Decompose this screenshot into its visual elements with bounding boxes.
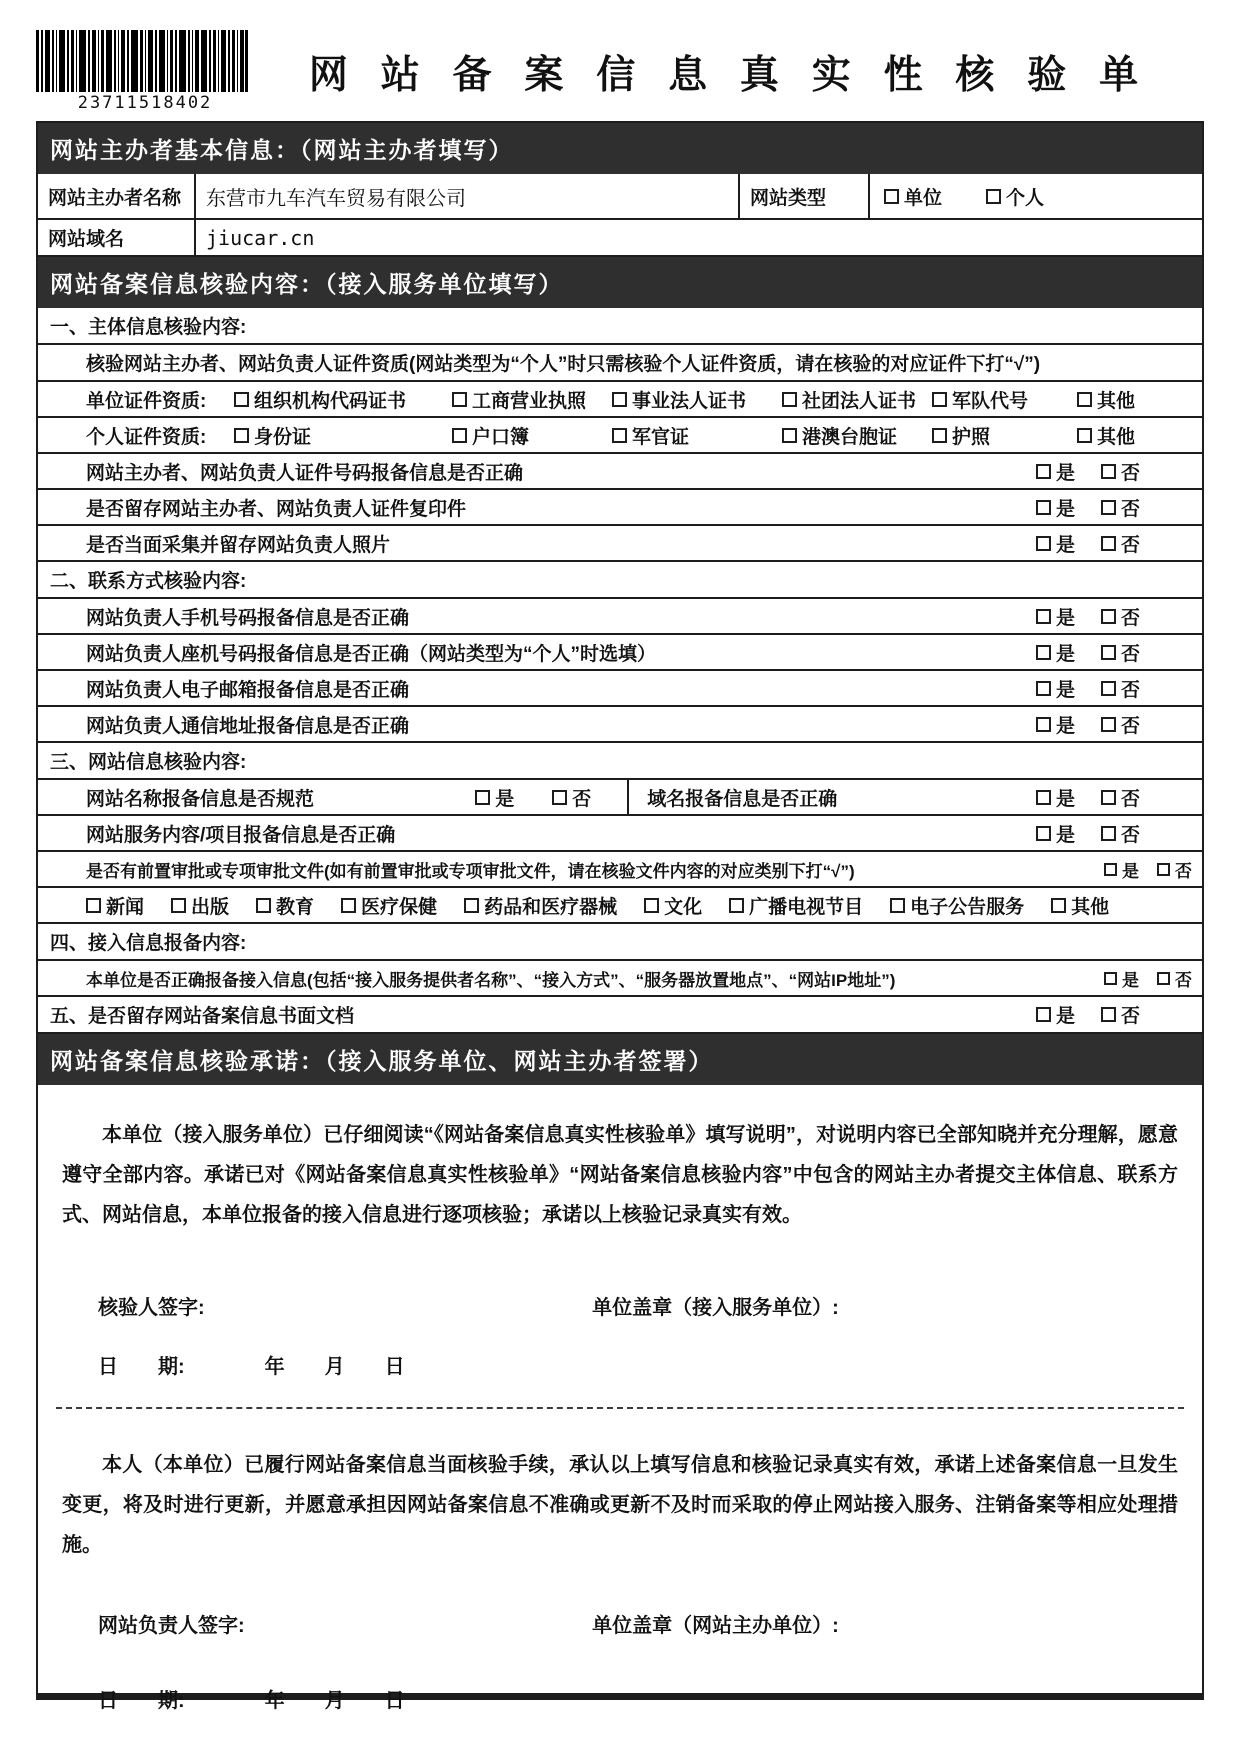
q-cert-copy-text: 是否留存网站主办者、网站负责人证件复印件 [86, 498, 467, 520]
option-label: 社团法人证书 [802, 390, 917, 412]
row-q-approval [38, 852, 1202, 888]
domain-value: jiucar.cn [206, 225, 315, 250]
verification-form [36, 121, 1204, 1712]
no-checkbox[interactable] [1101, 639, 1140, 666]
checkbox-icon [782, 392, 797, 407]
unit-seal-isp-label: 单位盖章（接入服务单位）: [592, 1297, 839, 1319]
approval-category-options [86, 892, 1202, 919]
unit-cert-checkbox[interactable] [932, 386, 1077, 413]
verifier-sign-label: 核验人签字: [98, 1297, 205, 1319]
option-label: 电子公告服务 [910, 896, 1025, 918]
yes-no-group [1036, 711, 1202, 738]
checkbox-icon [1101, 536, 1116, 551]
option-label: 工商营业执照 [472, 390, 587, 412]
part4-title: 四、接入信息报备内容: [50, 933, 247, 954]
checkbox-icon [1101, 681, 1116, 696]
no-label: 否 [1120, 462, 1140, 484]
approval-category-checkbox[interactable] [1051, 892, 1109, 919]
date-row-responsible: 日 期: 年 月 日 [98, 1690, 405, 1712]
checkbox-icon [1077, 392, 1092, 407]
no-checkbox[interactable] [1101, 458, 1140, 485]
checkbox-icon [1036, 681, 1051, 696]
option-label: 护照 [952, 426, 991, 448]
no-label: 否 [1175, 861, 1192, 881]
yes-checkbox[interactable] [1104, 857, 1139, 882]
personal-cert-checkbox[interactable] [932, 422, 1077, 449]
checkbox-icon [1101, 826, 1116, 841]
yes-label: 是 [1055, 788, 1075, 810]
no-checkbox[interactable] [1157, 857, 1192, 882]
yes-label: 是 [1055, 824, 1075, 846]
checkbox-icon [612, 428, 627, 443]
checkbox-icon [452, 428, 467, 443]
option-label: 军队代号 [952, 390, 1029, 412]
part2-title: 二、联系方式核验内容: [50, 571, 247, 592]
organizer-name-value: 东营市九车汽车贸易有限公司 [206, 187, 466, 210]
row-personal-cert [38, 418, 1202, 454]
checkbox-icon [884, 189, 899, 204]
section-verification-header: 网站备案信息核验内容：（接入服务单位填写） [38, 257, 1202, 308]
unit-cert-checkbox[interactable] [1077, 386, 1202, 413]
part3-title: 三、网站信息核验内容: [50, 752, 247, 773]
row-part5-title [38, 997, 1202, 1034]
no-label: 否 [1120, 715, 1140, 737]
yes-no-group [1104, 857, 1202, 882]
row-q-photo [38, 526, 1202, 562]
page-header [36, 30, 1204, 113]
barcode-number: 23711518402 [77, 93, 213, 113]
checkbox-icon [932, 392, 947, 407]
domain-label: 网站域名 [38, 220, 196, 255]
yes-label: 是 [1055, 607, 1075, 629]
no-label: 否 [1120, 534, 1140, 556]
approval-category-checkbox[interactable] [729, 892, 863, 919]
checkbox-icon [1036, 826, 1051, 841]
row-part3-title [38, 743, 1202, 780]
no-checkbox[interactable] [1101, 820, 1140, 847]
barcode-block [36, 30, 254, 113]
site-type-label: 网站类型 [738, 174, 870, 218]
checkbox-icon [256, 898, 271, 913]
checkbox-icon [1077, 428, 1092, 443]
no-label: 否 [572, 788, 592, 810]
approval-category-checkbox[interactable] [341, 892, 437, 919]
checkbox-icon [1036, 790, 1051, 805]
date-row-verifier: 日 期: 年 月 日 [98, 1356, 405, 1378]
no-checkbox[interactable] [1101, 784, 1140, 811]
yes-checkbox[interactable] [1036, 458, 1075, 485]
yes-checkbox[interactable] [1036, 784, 1075, 811]
checkbox-icon [341, 898, 356, 913]
personal-cert-checkbox[interactable] [1077, 422, 1202, 449]
no-label: 否 [1120, 498, 1140, 520]
q-domain-info-text: 域名报备信息是否正确 [647, 788, 838, 810]
no-checkbox[interactable] [1101, 711, 1140, 738]
sign-row-responsible [56, 1609, 1184, 1638]
yes-label: 是 [1055, 715, 1075, 737]
personal-cert-checkbox[interactable] [452, 422, 612, 449]
q-photo-text: 是否当面采集并留存网站负责人照片 [86, 534, 391, 556]
barcode-image [36, 30, 248, 92]
personal-cert-checkbox[interactable] [234, 422, 452, 449]
yes-no-group [1036, 675, 1202, 702]
checkbox-icon [234, 428, 249, 443]
part5-title: 五、是否留存网站备案信息书面文档 [50, 1006, 355, 1027]
no-label: 否 [1120, 824, 1140, 846]
unit-seal-org-label: 单位盖章（网站主办单位）: [592, 1615, 839, 1637]
checkbox-icon [1036, 1007, 1051, 1022]
unit-cert-checkbox[interactable] [452, 386, 612, 413]
checkbox-icon [1051, 898, 1066, 913]
yes-checkbox[interactable] [1036, 711, 1075, 738]
option-label: 单位 [904, 187, 943, 209]
no-label: 否 [1120, 643, 1140, 665]
yes-checkbox[interactable] [1036, 820, 1075, 847]
yes-no-group [475, 784, 627, 811]
checkbox-icon [452, 392, 467, 407]
checkbox-icon [1036, 500, 1051, 515]
option-label: 其他 [1097, 426, 1136, 448]
unit-cert-checkbox[interactable] [234, 386, 452, 413]
checkbox-icon [1104, 972, 1117, 985]
row-approval-categories [38, 888, 1202, 924]
yes-label: 是 [1055, 679, 1075, 701]
approval-category-checkbox[interactable] [256, 892, 314, 919]
no-checkbox[interactable] [1101, 603, 1140, 630]
q-site-name-text: 网站名称报备信息是否规范 [86, 788, 315, 810]
yes-no-group [1036, 784, 1202, 811]
responsible-sign-label: 网站负责人签字: [98, 1615, 245, 1637]
yes-checkbox[interactable] [1036, 1001, 1075, 1028]
option-label: 教育 [276, 896, 315, 918]
yes-checkbox[interactable] [1104, 966, 1139, 991]
row-q-landline [38, 635, 1202, 671]
row-unit-cert [38, 382, 1202, 418]
option-label: 组织机构代码证书 [254, 390, 407, 412]
no-checkbox[interactable] [1101, 494, 1140, 521]
row-part4-title [38, 924, 1202, 961]
yes-checkbox[interactable] [1036, 675, 1075, 702]
site-type-options [870, 174, 1202, 218]
yes-label: 是 [1055, 462, 1075, 484]
yes-checkbox[interactable] [1036, 639, 1075, 666]
checkbox-icon [1101, 717, 1116, 732]
site-type-checkbox[interactable] [986, 183, 1044, 210]
row-q-address [38, 707, 1202, 743]
row-q-cert-number [38, 454, 1202, 490]
checkbox-icon [86, 898, 101, 913]
no-checkbox[interactable] [1101, 530, 1140, 557]
checkbox-icon [932, 428, 947, 443]
unit-cert-checkbox[interactable] [612, 386, 782, 413]
checkbox-icon [644, 898, 659, 913]
yes-checkbox[interactable] [475, 784, 514, 811]
option-label: 广播电视节目 [749, 896, 864, 918]
checkbox-icon [612, 392, 627, 407]
commitment-paragraph-organizer: 本人（本单位）已履行网站备案信息当面核验手续，承认以上填写信息和核验记录真实有效，承诺上述备案信息一旦发生变更，将及时进行更新，并愿意承担因网站备案信息不准确或更新不及时而采取的停止网站接入服务、注销备案等相应处理措施。 [62, 1454, 1178, 1556]
yes-label: 是 [1055, 643, 1075, 665]
checkbox-icon [552, 790, 567, 805]
yes-checkbox[interactable] [1036, 603, 1075, 630]
no-label: 否 [1175, 970, 1192, 990]
no-checkbox[interactable] [1101, 1001, 1140, 1028]
no-checkbox[interactable] [552, 784, 591, 811]
yes-no-group [1036, 820, 1202, 847]
checkbox-icon [234, 392, 249, 407]
q-email-text: 网站负责人电子邮箱报备信息是否正确 [86, 679, 410, 701]
approval-category-checkbox[interactable] [464, 892, 617, 919]
row-organizer-name [38, 174, 1202, 220]
row-q-email [38, 671, 1202, 707]
checkbox-icon [986, 189, 1001, 204]
yes-no-group [1036, 530, 1202, 557]
section-basic-info-header: 网站主办者基本信息：（网站主办者填写） [38, 123, 1202, 174]
checkbox-icon [729, 898, 744, 913]
checkbox-icon [1101, 1007, 1116, 1022]
dashed-divider [56, 1407, 1184, 1409]
q-cert-number-text: 网站主办者、网站负责人证件号码报备信息是否正确 [86, 462, 524, 484]
unit-cert-options [234, 386, 1202, 413]
q-address-text: 网站负责人通信地址报备信息是否正确 [86, 715, 410, 737]
checkbox-icon [1104, 863, 1117, 876]
q-access-text: 本单位是否正确报备接入信息(包括“接入服务提供者名称”、“接入方式”、“服务器放置地点”、“网站IP地址”) [86, 970, 896, 990]
checkbox-icon [1101, 645, 1116, 660]
no-checkbox[interactable] [1101, 675, 1140, 702]
yes-no-group [1036, 458, 1202, 485]
yes-label: 是 [495, 788, 515, 810]
yes-label: 是 [1122, 861, 1139, 881]
commitment-paragraph-isp: 本单位（接入服务单位）已仔细阅读“《网站备案信息真实性核验单》填写说明”，对说明内容已全部知晓并充分理解，愿意遵守全部内容。承诺已对《网站备案信息真实性核验单》“网站备案信息核验内容”中包含的网站主办者提交主体信息、联系方式、网站信息，本单位报备的接入信息进行逐项核验；承诺以上核验记录真实有效。 [62, 1124, 1178, 1226]
row-q-access [38, 961, 1202, 997]
option-label: 事业法人证书 [632, 390, 747, 412]
checkbox-icon [1036, 609, 1051, 624]
option-label: 医疗保健 [361, 896, 438, 918]
row-q-mobile [38, 599, 1202, 635]
checkbox-icon [475, 790, 490, 805]
yes-no-group [1036, 1001, 1202, 1028]
yes-label: 是 [1055, 534, 1075, 556]
checkbox-icon [1101, 500, 1116, 515]
option-label: 军官证 [632, 426, 690, 448]
unit-cert-label: 单位证件资质: [86, 390, 207, 412]
checkbox-icon [1036, 645, 1051, 660]
q-approval-text: 是否有前置审批或专项审批文件(如有前置审批或专项审批文件，请在核验文件内容的对应类别下打“√”) [86, 861, 855, 881]
option-label: 出版 [191, 896, 230, 918]
row-sitename-domain [38, 780, 1202, 816]
commitment-box [38, 1115, 1202, 1712]
checkbox-icon [171, 898, 186, 913]
no-label: 否 [1120, 788, 1140, 810]
option-label: 新闻 [106, 896, 145, 918]
checkbox-icon [1036, 536, 1051, 551]
approval-category-checkbox[interactable] [86, 892, 144, 919]
personal-cert-options [234, 422, 1202, 449]
personal-cert-checkbox[interactable] [782, 422, 932, 449]
checkbox-icon [1101, 790, 1116, 805]
q-site-name-cell [38, 780, 629, 814]
option-label: 户口簿 [472, 426, 530, 448]
q-mobile-text: 网站负责人手机号码报备信息是否正确 [86, 607, 410, 629]
yes-no-group [1036, 603, 1202, 630]
yes-checkbox[interactable] [1036, 530, 1075, 557]
option-label: 其他 [1097, 390, 1136, 412]
site-type-checkbox[interactable] [884, 183, 942, 210]
yes-no-group [1036, 494, 1202, 521]
no-checkbox[interactable] [1157, 966, 1192, 991]
checkbox-icon [1157, 863, 1170, 876]
checkbox-icon [1036, 717, 1051, 732]
checkbox-icon [1036, 464, 1051, 479]
approval-category-checkbox[interactable] [644, 892, 702, 919]
yes-no-group [1036, 639, 1202, 666]
form-title: 网 站 备 案 信 息 真 实 性 核 验 单 [308, 54, 1150, 97]
row-part2-title [38, 562, 1202, 599]
option-label: 药品和医疗器械 [484, 896, 618, 918]
unit-cert-checkbox[interactable] [782, 386, 932, 413]
row-q-cert-copy [38, 490, 1202, 526]
yes-label: 是 [1055, 1006, 1075, 1027]
row-cert-note [38, 345, 1202, 382]
yes-label: 是 [1122, 970, 1139, 990]
checkbox-icon [1101, 609, 1116, 624]
no-label: 否 [1120, 1006, 1140, 1027]
q-landline-text: 网站负责人座机号码报备信息是否正确（网站类型为“个人”时选填） [86, 643, 657, 665]
option-label: 文化 [664, 896, 703, 918]
personal-cert-label: 个人证件资质: [86, 426, 207, 448]
row-q-service [38, 816, 1202, 852]
row-part1-title [38, 308, 1202, 345]
section-commitment-header: 网站备案信息核验承诺：（接入服务单位、网站主办者签署） [38, 1034, 1202, 1085]
q-service-text: 网站服务内容/项目报备信息是否正确 [86, 824, 396, 846]
checkbox-icon [890, 898, 905, 913]
personal-cert-checkbox[interactable] [612, 422, 782, 449]
option-label: 身份证 [254, 426, 312, 448]
option-label: 其他 [1071, 896, 1110, 918]
option-label: 个人 [1006, 187, 1045, 209]
sign-row-verifier [56, 1291, 1184, 1320]
yes-label: 是 [1055, 498, 1075, 520]
approval-category-checkbox[interactable] [890, 892, 1024, 919]
organizer-name-label: 网站主办者名称 [38, 174, 196, 218]
checkbox-icon [782, 428, 797, 443]
cert-note-text: 核验网站主办者、网站负责人证件资质(网站类型为“个人”时只需核验个人证件资质，请在核验的对应证件下打“√”) [86, 354, 1041, 375]
q-domain-info-cell [629, 784, 1202, 811]
checkbox-icon [464, 898, 479, 913]
part1-title: 一、主体信息核验内容: [50, 317, 247, 338]
checkbox-icon [1157, 972, 1170, 985]
checkbox-icon [1101, 464, 1116, 479]
row-domain [38, 220, 1202, 257]
yes-no-group [1104, 966, 1202, 991]
no-label: 否 [1120, 607, 1140, 629]
approval-category-checkbox[interactable] [171, 892, 229, 919]
option-label: 港澳台胞证 [802, 426, 898, 448]
yes-checkbox[interactable] [1036, 494, 1075, 521]
no-label: 否 [1120, 679, 1140, 701]
